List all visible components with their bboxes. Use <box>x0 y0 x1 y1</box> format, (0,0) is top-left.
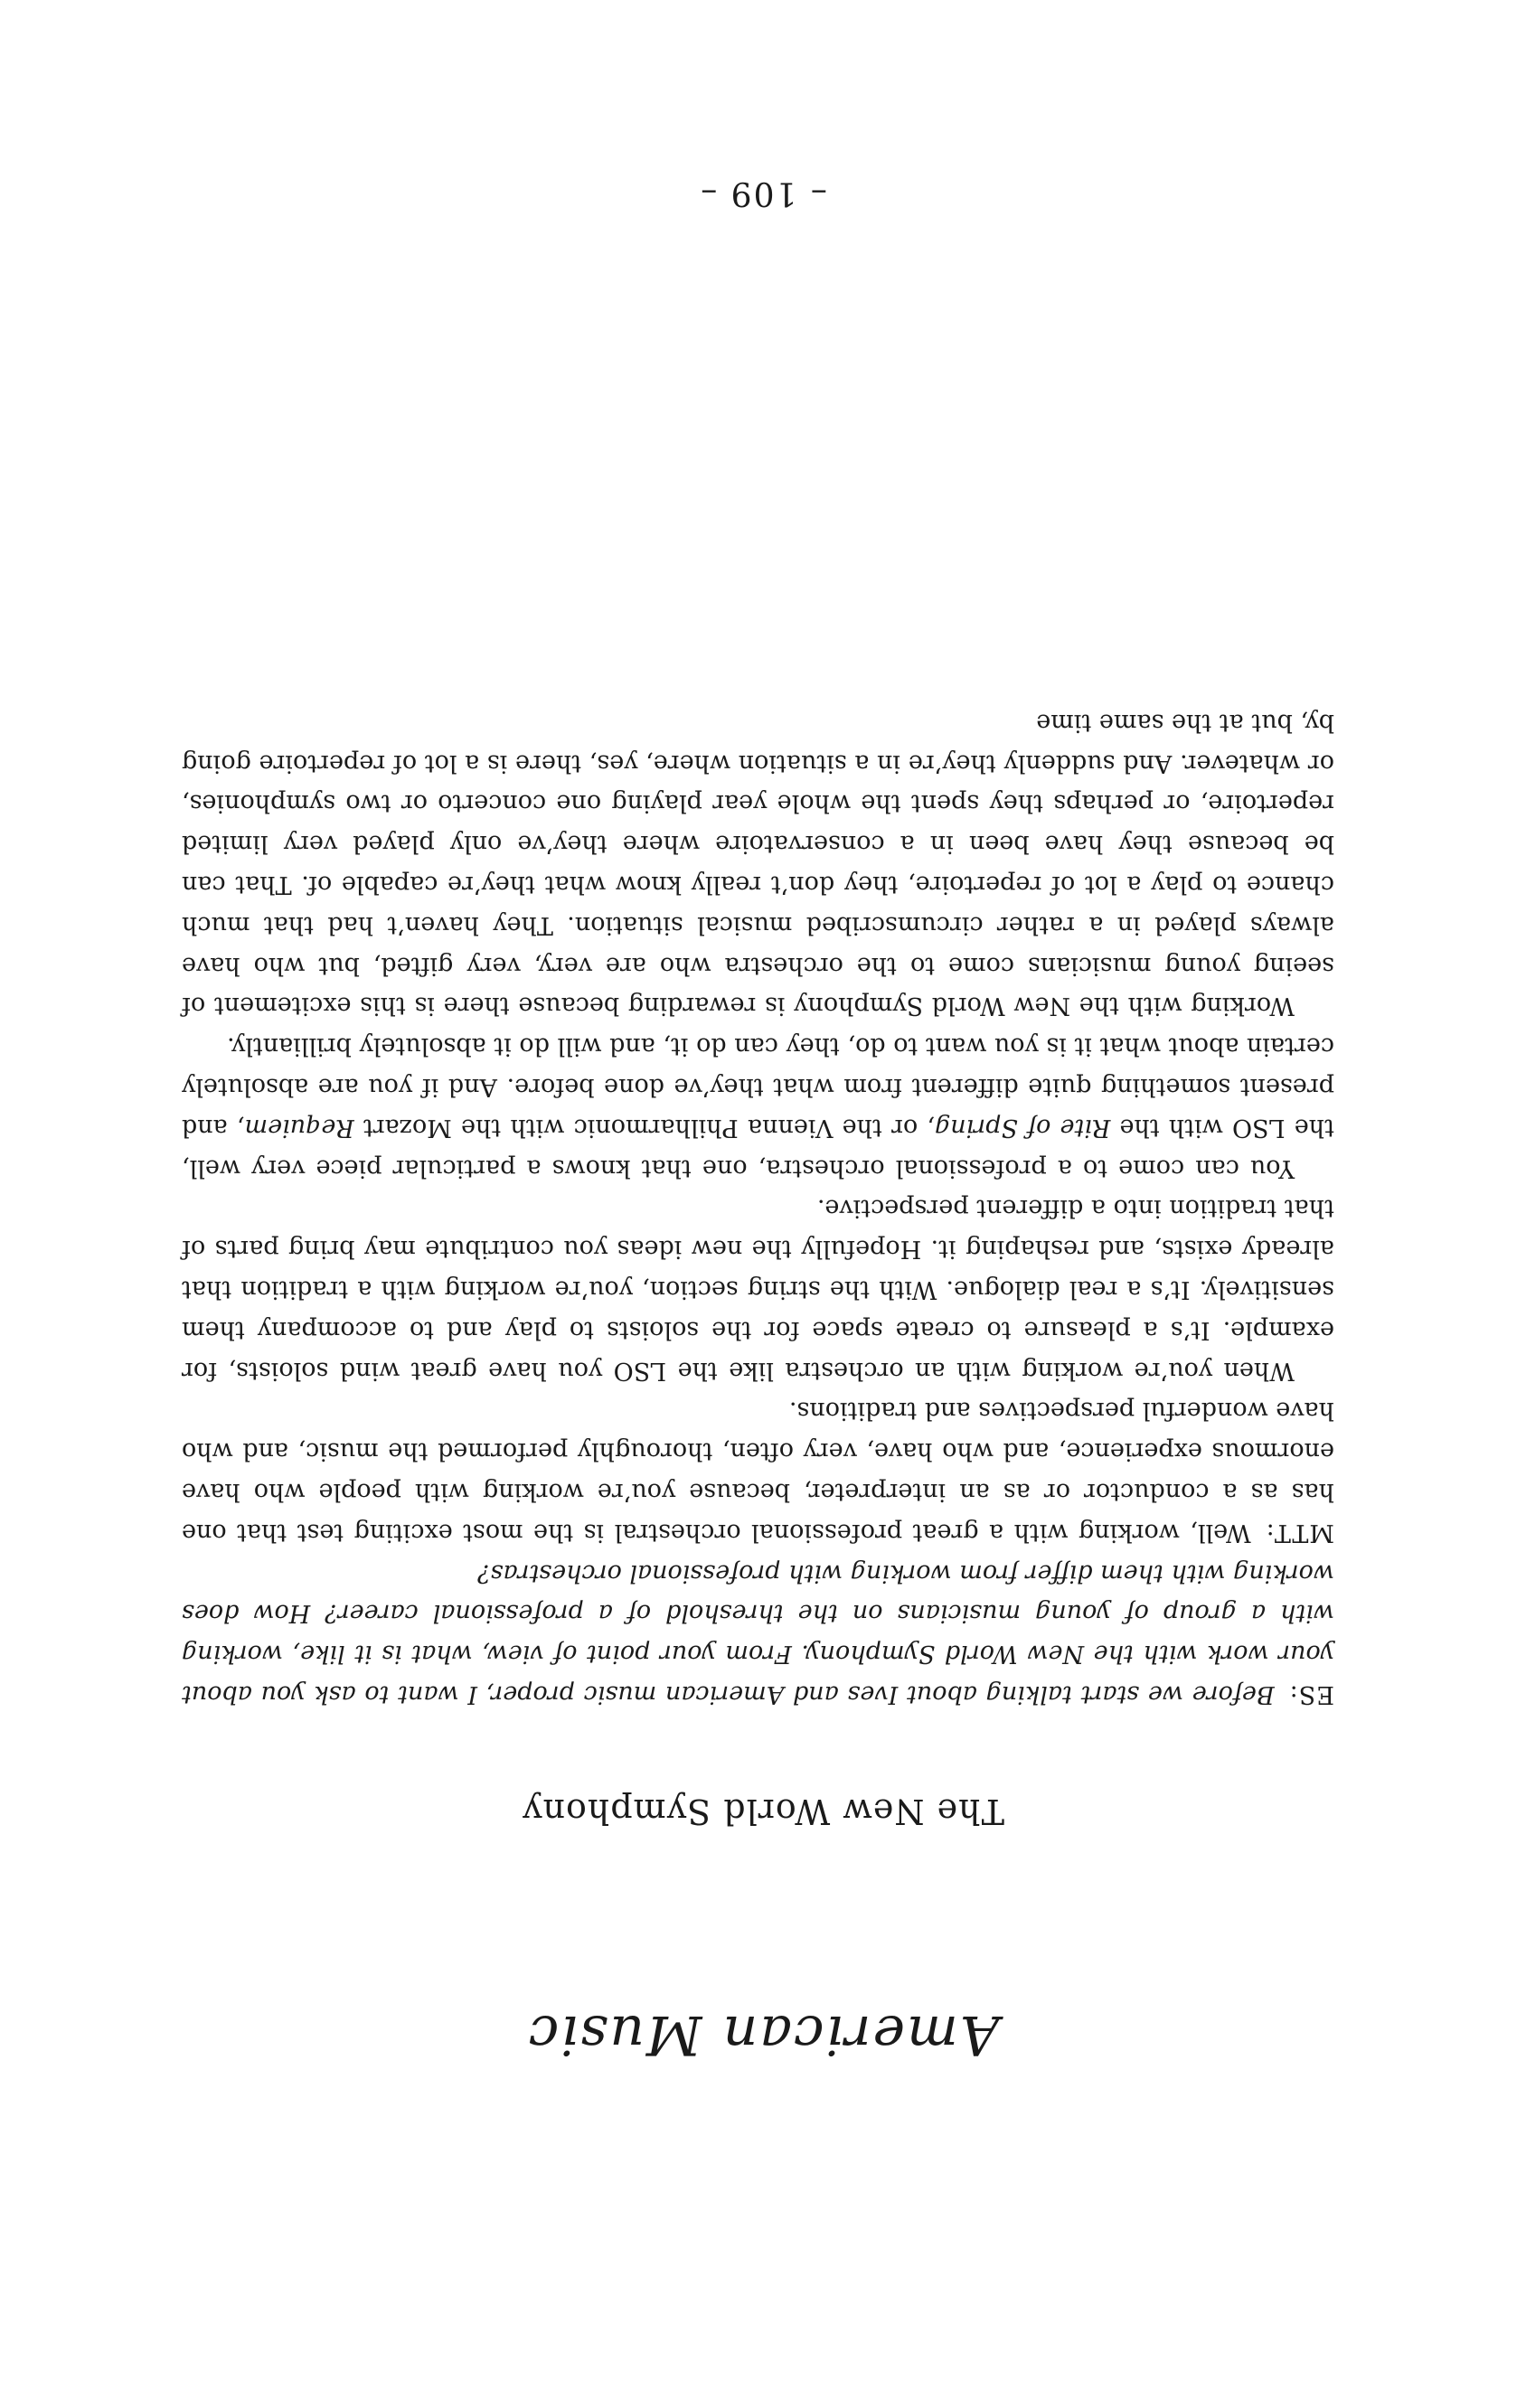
answer-paragraph-3-part-c: , and present something quite different from what they’ve done before. And if you are absolutely certain about what it is you want to do, they can do it, and will do it absolutely brilliantly. <box>181 1032 1334 1142</box>
answer-paragraph-1-text: Well, working with a great professional orchestral is the most exciting test that one has as a conductor or as an interpreter, because you’re working with people who have enormous experience, and who have, very often, thoroughly performed the music, and who have wonderful perspectives and traditions. <box>182 1397 1334 1547</box>
page-number: – 109 – <box>699 174 827 212</box>
answer-paragraph-1 <box>182 1390 1334 1552</box>
speaker-label-mtt: MTT: <box>1265 1518 1334 1547</box>
work-title-rite-of-spring: Rite of Spring <box>934 1113 1111 1142</box>
interviewer-question <box>182 1552 1334 1714</box>
work-title-requiem: Requiem <box>244 1113 354 1142</box>
answer-paragraph-2: When you’re working with an orchestra like the LSO you have great wind soloists, for example. It’s a pleasure to create space for the soloists to play and to accompany them sensitively. It’s a real dialogue. With the string section, you’re working with a tradition that already exists, and reshaping it. Hopefully the new ideas you contribute may bring parts of that tradition into a different perspective. <box>182 1194 1334 1385</box>
question-text: Before we start talking about Ives and American music proper, I want to ask you about your work with the New World Symphony. From your point of view, what is it like, working with a group of young musicians on the threshold of a professional career? How does working with them differ from working with professional orchestras? <box>182 1558 1334 1708</box>
section-title: The New World Symphony <box>522 1792 1004 1831</box>
speaker-label-es: ES: <box>1288 1680 1334 1708</box>
answer-paragraph-4: Working with the New World Symphony is rewarding because there is this excitement of seeing young musicians come to the orchestra who are very, very gifted, but who have always played in a rather circumscribed musical situation. They haven’t had that much chance to play a lot of repertoire, they don’t really know what they’re capable of. That can be because they have been in a conservatoire where they’ve only played very limited repertoire, or perhaps they spent the whole year playing one concerto or two symphonies, or whatever. And suddenly they’re in a situation where, yes, there is a lot of repertoire going by, but at the same time <box>182 708 1334 1021</box>
body-text <box>182 701 1334 1714</box>
answer-paragraph-3-part-b: , or the Vienna Philharmonic with the Mozart <box>353 1113 935 1142</box>
chapter-title: American Music <box>526 2003 1000 2066</box>
answer-paragraph-3-part-a: You can come to a professional orchestra, one that knows a particular piece very well, the LSO with the <box>182 1113 1334 1182</box>
answer-paragraph-3 <box>182 1025 1334 1187</box>
